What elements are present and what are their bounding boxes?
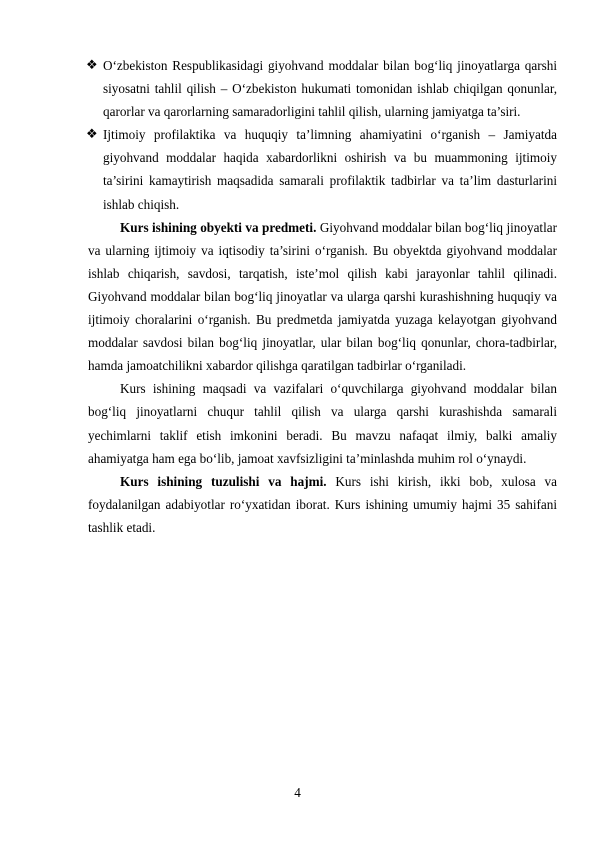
paragraph-text: Kurs ishining maqsadi va vazifalari o‘quvchilarga giyohvand moddalar bilan bog‘liq jinoyatlarni chuqur tahlil qilish va ularga qarshi kurashishda samarali yechimlarni taklif etish imkonini beradi. Bu mavzu nafaqat ilmiy, balki amaliy ahamiyatga ham ega bo‘lib, jamoat xavfsizligini ta’minlashda muhim rol o‘ynaydi.: [88, 381, 557, 466]
bullet-text: O‘zbekiston Respublikasidagi giyohvand moddalar bilan bog‘liq jinoyatlarga qarshi siyosatni tahlil qilish – O‘zbekiston hukumati tomonidan ishlab chiqilgan qonunlar, qarorlar va qarorlarning samaradorligini tahlil qilish, ularning jamiyatga ta’siri.: [103, 58, 557, 120]
paragraph-object-subject: [88, 216, 557, 378]
diamond-bullet-icon: ❖: [86, 58, 98, 73]
bullet-item: [88, 123, 557, 215]
diamond-bullet-icon: ❖: [86, 127, 98, 143]
paragraph-goals: [88, 377, 557, 469]
page-number: 4: [294, 785, 301, 800]
bullet-text: Ijtimoiy profilaktika va huquqiy ta’limning ahamiyatini o‘rganish – Jamiyatda giyohvand moddalar haqida xabardorlikni oshirish va bu muammoning ijtimoiy ta’sirini kamaytirish maqsadida samarali profilaktik tadbirlar va ta’lim dasturlarini ishlab chiqish.: [103, 127, 557, 212]
document-body: [88, 54, 557, 539]
paragraph-heading: Kurs ishining tuzulishi va hajmi.: [120, 473, 327, 489]
paragraph-structure: [88, 470, 557, 539]
paragraph-text: Kurs ishi kirish, ikki bob, xulosa va foydalanilgan adabiyotlar ro‘yxatidan iborat. Kurs ishining umumiy hajmi 35 sahifani tashlik etadi.: [88, 473, 557, 535]
bullet-item: [88, 54, 557, 123]
paragraph-heading: Kurs ishining obyekti va predmeti.: [120, 219, 317, 235]
paragraph-text: Giyohvand moddalar bilan bog‘liq jinoyatlar va ularning ijtimoiy va iqtisodiy ta’sirini o‘rganish. Bu obyektda giyohvand moddalar ishlab chiqarish, savdosi, tarqatish, iste’mol qilish kabi jarayonlar tahlil qilinadi. Giyohvand moddalar bilan bog‘liq jinoyatlar va ularga qarshi kurashishning huquqiy va ijtimoiy choralarini o‘rganish. Bu predmetda jamiyatda yuzaga kelayotgan giyohvand moddalar savdosi bilan bog‘liq jinoyatlar, ular bilan bog‘liq qonunlar, chora-tadbirlar, hamda jamoatchilikni xabardor qilishga qaratilgan tadbirlar o‘rganiladi.: [88, 219, 558, 374]
